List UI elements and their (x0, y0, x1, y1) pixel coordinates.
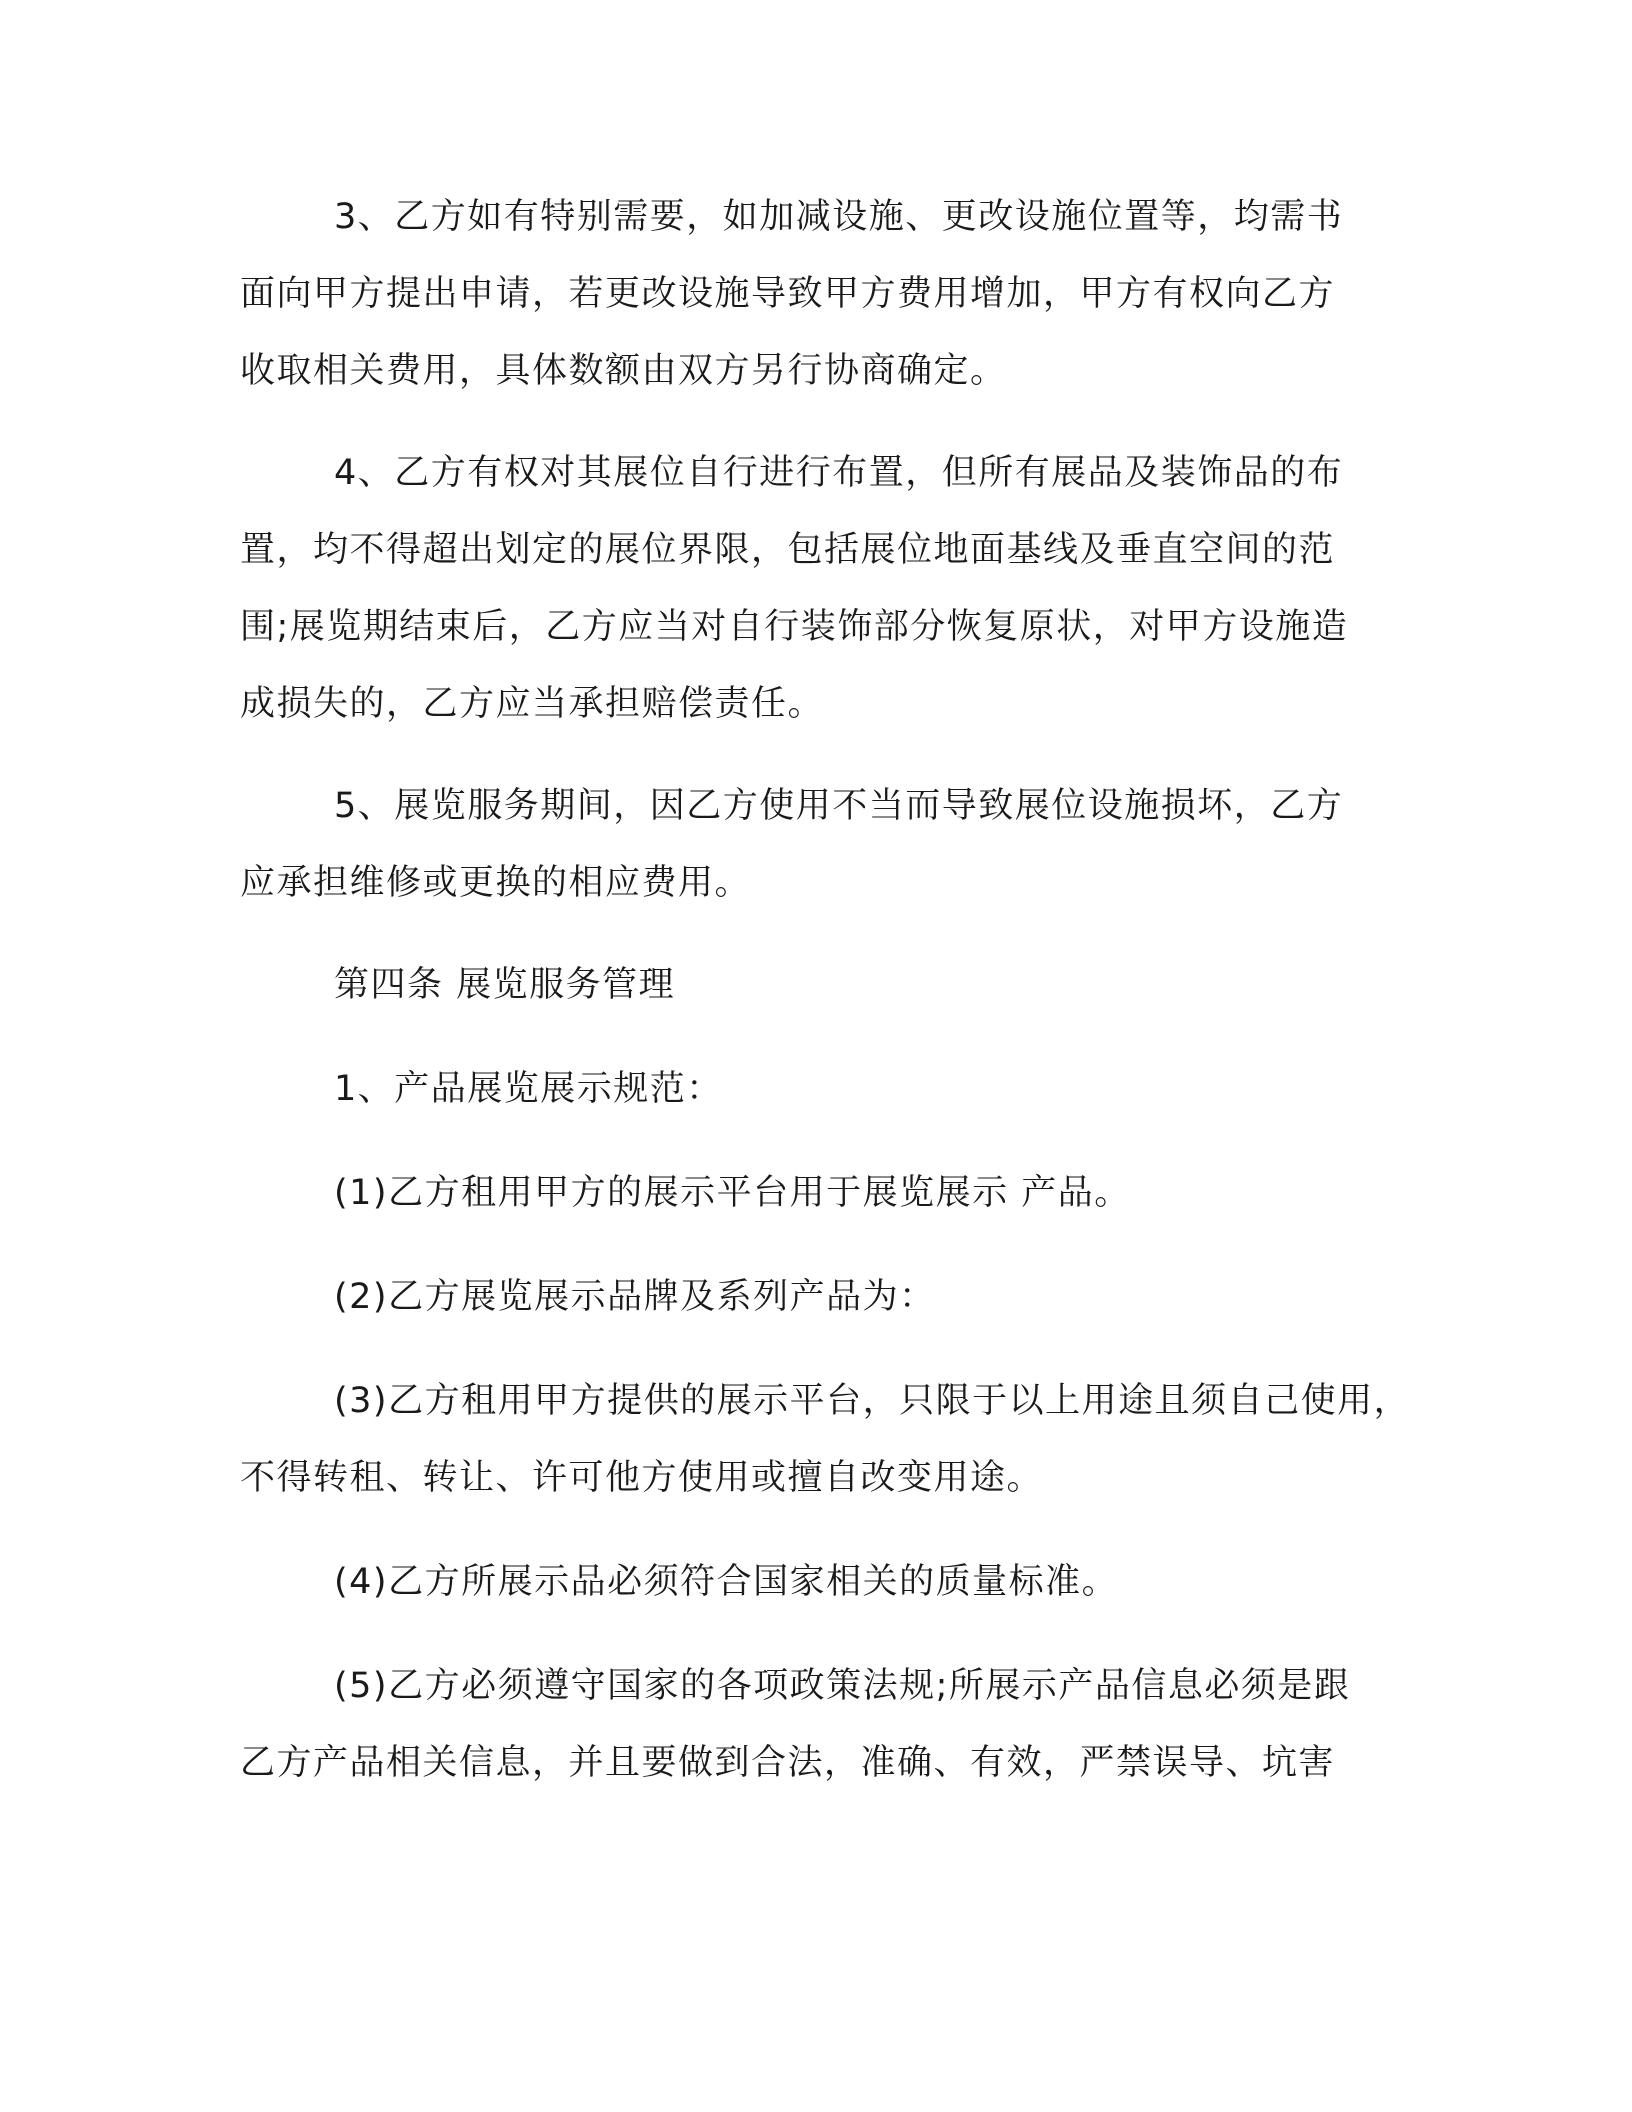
paragraph-3-line-2: 面向甲方提出申请，若更改设施导致甲方费用增加，甲方有权向乙方 (240, 274, 1336, 314)
section-1-heading: 1、产品展览展示规范： (334, 1069, 723, 1109)
item-3-line-1: (3)乙方租用甲方提供的展示平台，只限于以上用途且须自己使用， (334, 1381, 1411, 1421)
paragraph-4-line-3: 围;展览期结束后，乙方应当对自行装饰部分恢复原状，对甲方设施造 (240, 607, 1349, 647)
item-2-line-1: (2)乙方展览展示品牌及系列产品为： (334, 1277, 936, 1317)
paragraph-5-line-1: 5、展览服务期间，因乙方使用不当而导致展位设施损坏，乙方 (334, 786, 1344, 826)
item-4-line-1: (4)乙方所展示品必须符合国家相关的质量标准。 (334, 1562, 1119, 1602)
item-5-line-2: 乙方产品相关信息，并且要做到合法，准确、有效，严禁误导、坑害 (240, 1743, 1336, 1783)
article-4-heading: 第四条 展览服务管理 (334, 965, 676, 1005)
item-1-line-1: (1)乙方租用甲方的展示平台用于展览展示 产品。 (334, 1173, 1131, 1213)
paragraph-4-line-2: 置，均不得超出划定的展位界限，包括展位地面基线及垂直空间的范 (240, 530, 1336, 570)
paragraph-5-line-2: 应承担维修或更换的相应费用。 (240, 863, 752, 903)
paragraph-3-line-3: 收取相关费用，具体数额由双方另行协商确定。 (240, 351, 1007, 391)
paragraph-4-line-4: 成损失的，乙方应当承担赔偿责任。 (240, 684, 825, 724)
paragraph-3-line-1: 3、乙方如有特别需要，如加减设施、更改设施位置等，均需书 (334, 197, 1344, 237)
item-5-line-1: (5)乙方必须遵守国家的各项政策法规;所展示产品信息必须是跟 (334, 1666, 1351, 1706)
paragraph-4-line-1: 4、乙方有权对其展位自行进行布置，但所有展品及装饰品的布 (334, 453, 1344, 493)
item-3-line-2: 不得转租、转让、许可他方使用或擅自改变用途。 (240, 1458, 1044, 1498)
